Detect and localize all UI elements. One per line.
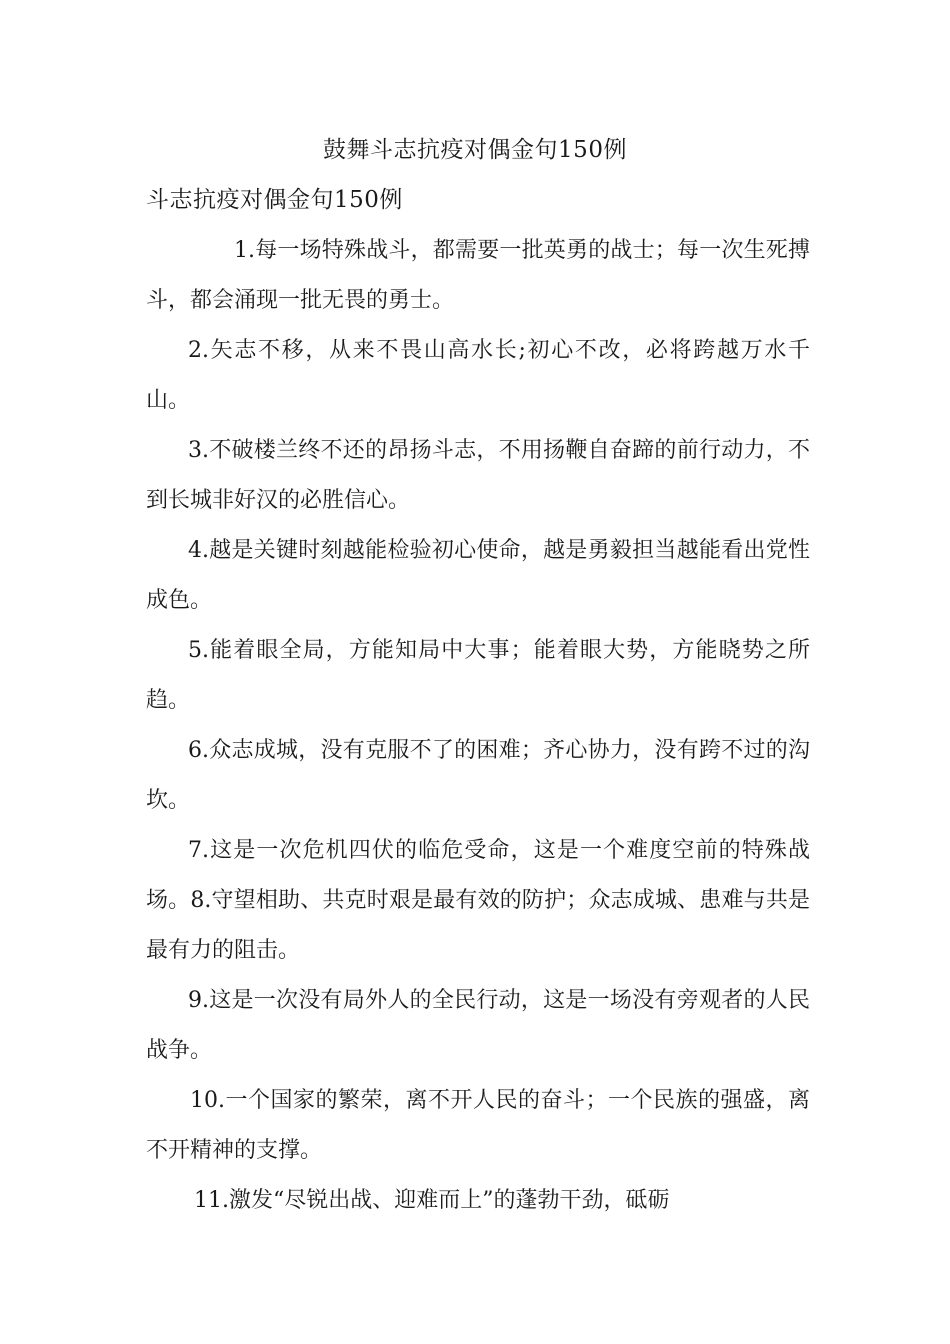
paragraph-1: 1.每一场特殊战斗，都需要一批英勇的战士；每一次生死搏斗，都会涌现一批无畏的勇士。 (146, 238, 810, 313)
paragraph-7: 7.这是一次危机四伏的临危受命，这是一个难度空前的特殊战场。8.守望相助、共克时艰是最有效的防护；众志成城、患难与共是最有力的阻击。 (146, 838, 810, 963)
document-subtitle: 斗志抗疫对偶金句150例 (146, 187, 403, 213)
paragraph-4: 4.越是关键时刻越能检验初心使命，越是勇毅担当越能看出党性成色。 (146, 538, 810, 613)
paragraph-3: 3.不破楼兰终不还的昂扬斗志，不用扬鞭自奋蹄的前行动力，不到长城非好汉的必胜信心。 (146, 438, 810, 513)
paragraph-9: 9.这是一次没有局外人的全民行动，这是一场没有旁观者的人民战争。 (146, 988, 810, 1063)
document-title: 鼓舞斗志抗疫对偶金句150例 (323, 137, 627, 163)
paragraph-2: 2.矢志不移，从来不畏山高水长;初心不改，必将跨越万水千山。 (146, 338, 810, 413)
paragraph-10: 10.一个国家的繁荣，离不开人民的奋斗；一个民族的强盛，离不开精神的支撑。 (146, 1088, 810, 1163)
paragraph-5: 5.能着眼全局，方能知局中大事；能着眼大势，方能晓势之所趋。 (146, 638, 810, 713)
paragraph-11: 11.激发“尽锐出战、迎难而上”的蓬勃干劲，砥砺 (194, 1188, 670, 1213)
paragraph-6: 6.众志成城，没有克服不了的困难；齐心协力，没有跨不过的沟坎。 (146, 738, 810, 813)
